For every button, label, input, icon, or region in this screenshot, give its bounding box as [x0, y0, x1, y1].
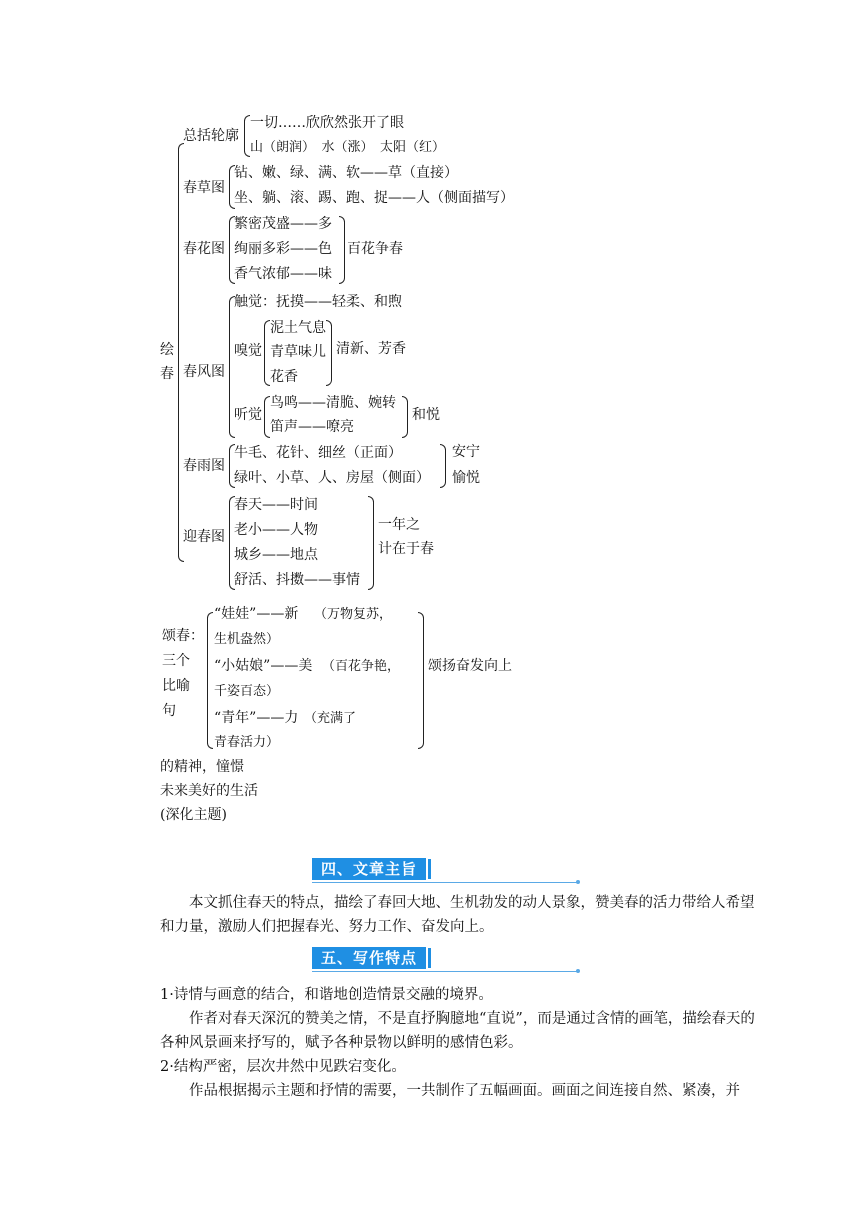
welcome-item-2: 老小——人物: [234, 522, 318, 538]
praise-label-2: 三个: [162, 653, 190, 669]
section-4-rule-dot: [576, 880, 580, 884]
rain-summary-1: 安宁: [452, 444, 480, 460]
praise-item-3-b: （充满了: [304, 711, 357, 726]
flower-item-1: 繁密茂盛——多: [234, 216, 332, 232]
outline-root-char-1: 绘: [160, 342, 174, 358]
welcome-item-1: 春天——时间: [234, 497, 318, 513]
wind-hear-label: 听觉: [234, 407, 262, 423]
praise-item-1-b: （万物复苏，: [314, 607, 393, 622]
section-5-rule-dot: [576, 969, 580, 973]
welcome-label: 迎春图: [183, 529, 225, 545]
rain-summary-2: 愉悦: [452, 470, 480, 486]
praise-item-2-c: 千姿百态）: [214, 684, 280, 699]
praise-brace: [207, 612, 213, 749]
wind-hear-item-1: 鸟鸣——清脆、婉转: [270, 395, 396, 411]
wind-hear-item-2: 笛声——嘹亮: [270, 419, 354, 435]
praise-label-4: 句: [162, 703, 176, 719]
overview-line-2: 山（朗润） 水（涨） 太阳（红）: [250, 140, 446, 155]
welcome-right-brace: [368, 496, 374, 590]
grass-label: 春草图: [183, 180, 225, 196]
flower-item-2: 绚丽多彩——色: [234, 241, 332, 257]
praise-item-3-a: “青年”——力: [214, 710, 299, 726]
overview-line-1: 一切……欣欣然张开了眼: [250, 115, 404, 131]
wind-hear-right-brace: [402, 396, 408, 438]
flower-summary: 百花争春: [347, 241, 403, 257]
praise-tail-1: 的精神，憧憬: [160, 759, 244, 775]
wind-smell-item-1: 泥土气息: [270, 320, 326, 336]
welcome-summary-1: 一年之: [378, 517, 420, 533]
section-5-point-1: 1·诗情与画意的结合，和谐地创造情景交融的境界。: [160, 987, 493, 1003]
section-5-point-2: 2·结构严密，层次井然中见跌宕变化。: [160, 1059, 406, 1075]
praise-item-2-a: “小姑娘”——美: [214, 658, 313, 674]
grass-line-2: 坐、躺、滚、踢、跑、捉——人（侧面描写）: [234, 190, 514, 206]
praise-item-3-c: 青春活力）: [214, 735, 280, 750]
section-4-rule: [312, 882, 578, 883]
wind-smell-right-brace: [326, 320, 332, 386]
flower-item-3: 香气浓郁——味: [234, 266, 332, 282]
overview-label: 总括轮廓: [183, 128, 239, 144]
section-4-title: 四、文章主旨: [312, 858, 426, 880]
section-5-para-1: 作者对春天深沉的赞美之情，不是直抒胸臆地“直说”，而是通过含情的画笔，描绘春天的各种风景画来抒写的，赋予各种景物以鲜明的感情色彩。: [160, 1011, 755, 1051]
rain-line-2: 绿叶、小草、人、房屋（侧面）: [234, 470, 430, 486]
praise-right-brace: [418, 612, 424, 749]
welcome-item-3: 城乡——地点: [234, 547, 318, 563]
wind-hear-summary: 和悦: [412, 407, 440, 423]
rain-label: 春雨图: [183, 458, 225, 474]
wind-smell-summary: 清新、芳香: [336, 341, 406, 357]
rain-line-1: 牛毛、花针、细丝（正面）: [234, 445, 402, 461]
praise-item-1-c: 生机盎然）: [214, 632, 280, 647]
flower-label: 春花图: [183, 241, 225, 257]
wind-smell-item-2: 青草味儿: [270, 344, 326, 360]
welcome-summary-2: 计在于春: [378, 541, 434, 557]
wind-label: 春风图: [183, 364, 225, 380]
praise-item-1-a: “娃娃”——新: [214, 606, 299, 622]
grass-line-1: 钻、嫩、绿、满、软——草（直接）: [234, 165, 458, 181]
section-5-rule: [312, 971, 578, 972]
section-4-title-cap: [428, 859, 431, 879]
rain-right-brace: [440, 444, 446, 488]
praise-summary: 颂扬奋发向上: [428, 658, 512, 674]
praise-label-1: 颂春：: [162, 628, 204, 644]
praise-tail-2: 未来美好的生活: [160, 783, 258, 799]
section-5-title: 五、写作特点: [312, 947, 426, 969]
wind-smell-item-3: 花香: [270, 369, 298, 385]
section-5-title-cap: [428, 948, 431, 968]
section-4-body: 本文抓住春天的特点，描绘了春回大地、生机勃发的动人景象，赞美春的活力带给人希望和力量，激励人们把握春光、努力工作、奋发向上。: [160, 895, 755, 935]
section-5-para-2: 作品根据揭示主题和抒情的需要，一共制作了五幅画面。画面之间连接自然、紧凑，并: [189, 1083, 740, 1099]
praise-label-3: 比喻: [162, 678, 190, 694]
outline-root-char-2: 春: [160, 366, 174, 382]
wind-smell-label: 嗅觉: [234, 343, 262, 359]
welcome-item-4: 舒活、抖擞——事情: [234, 572, 360, 588]
wind-touch: 触觉：抚摸——轻柔、和煦: [234, 294, 402, 310]
root-brace: [178, 143, 184, 562]
praise-tail-3: (深化主题): [160, 807, 227, 823]
praise-item-2-b: （百花争艳，: [322, 659, 401, 674]
flower-right-brace: [339, 216, 345, 284]
